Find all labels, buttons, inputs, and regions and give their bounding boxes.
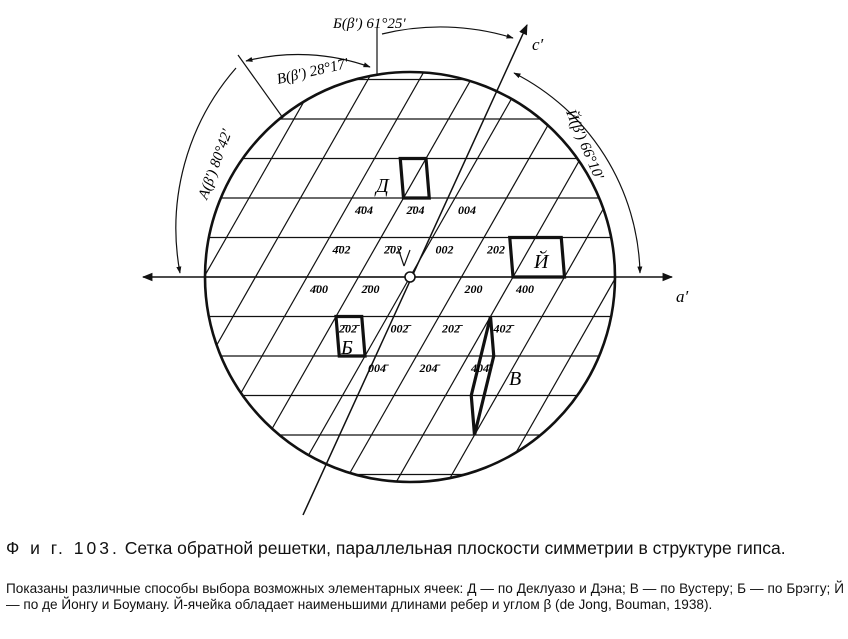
reflection-label: 002̄: [390, 321, 409, 336]
a-angle-tick: [238, 55, 283, 118]
grid-line: [0, 0, 230, 530]
grid-line: [0, 0, 281, 530]
reflection-label: 400: [516, 282, 534, 296]
grid-line: [0, 0, 178, 530]
c-axis-label: c′: [532, 35, 544, 54]
reflection-label: 202: [487, 242, 505, 257]
grid-line: [0, 0, 127, 530]
reflection-label: 4̄00: [310, 282, 328, 296]
grid-line: [642, 0, 848, 530]
cell-d-label: Д: [376, 175, 389, 197]
c-axis: [303, 25, 527, 515]
grid-line: [797, 0, 848, 530]
cell-v-label: В: [509, 368, 522, 390]
grid-line: [24, 0, 384, 530]
grid-line: [0, 0, 24, 530]
cell-v: [471, 317, 494, 436]
grid-line: [591, 0, 848, 530]
grid-line: [436, 0, 796, 530]
y-angle-label: Й(β′) 66°10′: [562, 107, 607, 183]
cell-y-label: Й: [534, 251, 549, 273]
reflection-label: 204̄: [419, 361, 438, 375]
reflection-label: 004: [458, 203, 476, 217]
figure-caption: [6, 538, 844, 559]
reflection-label: 200: [464, 282, 483, 296]
grid-line: [745, 0, 848, 530]
reflection-label: 4̄04: [355, 203, 373, 217]
grid-line: [694, 0, 848, 530]
v-angle-label: В(β′) 28°17′: [275, 55, 350, 88]
figure-title: Сетка обратной решетки, параллельная плоскости симметрии в структуре гипса.: [124, 538, 786, 558]
reflection-label: 2̄02: [384, 242, 402, 257]
reflection-label: 2̄00: [361, 282, 380, 296]
figure-description: Показаны различные способы выбора возможных элементарных ячеек: Д — по Деклуазо и Дэна; В — по Вустеру; Б — по Брэггу; Й — по де Йонгу и Боуману. Й-ячейка обладает наименьшими длинами ребер и углом β (de Jong, Bouman, 1938).: [6, 581, 844, 612]
grid-line: [0, 0, 75, 530]
reflection-label: 402̄: [493, 321, 512, 336]
reflection-label: 4̄02: [332, 242, 351, 257]
origin-point: [405, 272, 415, 282]
a-angle-label: А(β′) 80°42′: [195, 127, 236, 202]
cell-b-label: Б: [341, 337, 353, 359]
b-angle-label: Б(β′) 61°25′: [333, 16, 406, 32]
figure-number: Ф и г. 103.: [6, 538, 120, 558]
reflection-label: 2̄04: [406, 203, 425, 217]
grid-line: [539, 0, 848, 530]
a-axis-label: a′: [676, 287, 689, 306]
reflection-label: 004̄: [368, 361, 386, 375]
reflection-label: 002: [435, 242, 454, 257]
reflection-label: 404̄: [471, 361, 489, 375]
reflection-label: 2̄02̄: [339, 321, 357, 336]
reflection-label: 202̄: [442, 321, 460, 336]
